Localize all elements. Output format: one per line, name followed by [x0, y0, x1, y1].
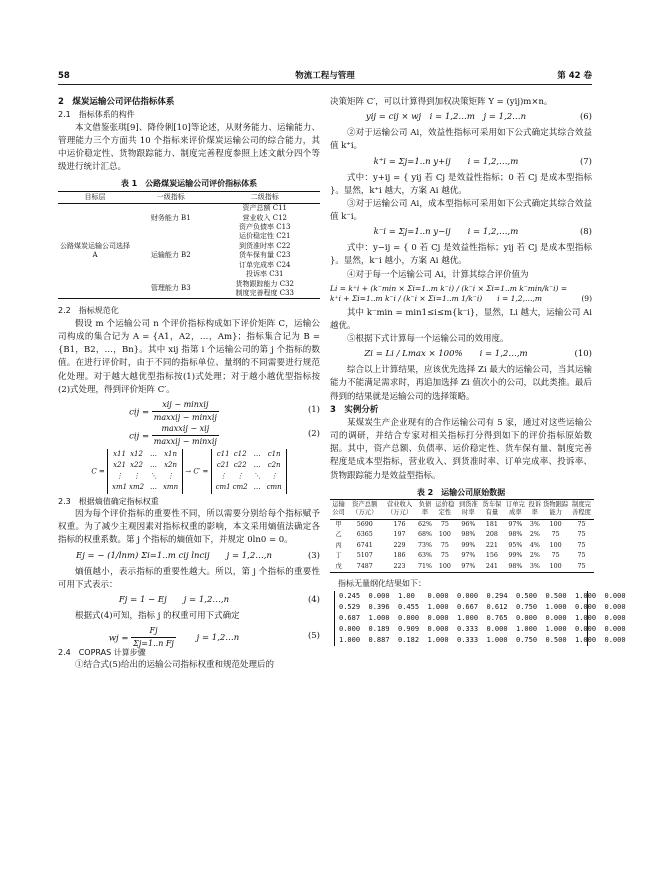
table-cell: 229 — [393, 541, 406, 549]
left-column — [58, 96, 320, 673]
table-cell: 7487 — [356, 562, 373, 570]
table2 — [330, 499, 594, 573]
table-cell: 97% — [461, 552, 476, 560]
sub-indicator: 制度完善程度 C33 — [235, 289, 294, 298]
paragraph: ①结合式(5)给出的运输公司指标权重和规范处理后的 — [75, 660, 275, 671]
sub-indicator: 投诉率 C31 — [245, 270, 284, 279]
sub-indicator: 订单完成率 C24 — [238, 260, 291, 269]
table-cell: 5690 — [356, 520, 373, 528]
table-cell: 97% — [461, 562, 476, 570]
matrix-equation: C = x11 x12 … x1n x21 x22 … x2n ⋮ ⋮ ⋱ ⋮ xm1 xm2 … xmn → C′ = c11 c12 … c1n c21 c22 … c2n ⋮ ⋮ ⋱ ⋮ cm1 cm2 … cmn — [58, 449, 320, 494]
paragraph: ②对于运输公司 Ai，效益性指标可采用如下公式确定其综合效益值 k⁺i。 — [330, 128, 592, 152]
table-cell: 99% — [461, 541, 476, 549]
table-header: 投诉率 — [527, 500, 542, 519]
table-cell: 75 — [577, 531, 586, 539]
table-row — [330, 541, 594, 552]
table-cell: 95% — [508, 541, 523, 549]
table-cell: 63% — [417, 552, 432, 560]
subsection-heading: 2.4 COPRAS 计算步骤 — [58, 648, 146, 658]
table-cell: 98% — [508, 531, 523, 539]
table-row — [330, 519, 594, 530]
table-header-row — [330, 500, 594, 519]
matrix-row: 0.000 0.189 0.909 0.000 0.333 0.000 1.000 1.000 0.000 0.000 — [339, 624, 626, 633]
journal-name: 物流工程与管理 — [295, 71, 355, 81]
table-header: 二级指标 — [209, 191, 320, 203]
table-cell: 241 — [485, 562, 498, 570]
table-cell: 98% — [461, 531, 476, 539]
normalized-title: 指标无量纲化结果如下： — [338, 579, 426, 589]
table-cell: 甲 — [335, 520, 342, 528]
table-cell: 100 — [549, 520, 562, 528]
table-cell: 戊 — [335, 562, 342, 570]
table-cell: 75 — [577, 562, 586, 570]
sub-indicator: 营业收入 C12 — [242, 213, 287, 222]
subsection-heading: 2.1 指标体系的构件 — [58, 110, 135, 120]
table-cell: 75 — [440, 552, 449, 560]
table-cell: 186 — [393, 552, 406, 560]
group-name: 运输能力 B2 — [150, 251, 191, 260]
table-cell: 3% — [529, 562, 540, 570]
table-header: 货车保有量 — [480, 500, 503, 519]
table-cell: 6741 — [356, 541, 373, 549]
equation-2: cij = $\frac{\text{maxxij − xij}}{\text{maxxij − minxij}}$ (2) — [129, 423, 320, 447]
table-cell: 156 — [485, 552, 498, 560]
paragraph: ④对于每一个运输公司 Ai，计算其综合评价值为 — [347, 269, 529, 280]
paragraph: 其中 k⁻min = min1≤i≤m{k⁻i}，显然，Li 越大，运输公司 Ai 越优。 — [330, 307, 592, 331]
right-column — [330, 96, 626, 646]
table-header: 运价稳定性 — [433, 500, 456, 519]
matrix-row: 0.687 1.000 0.000 0.000 1.000 0.765 0.000 0.000 1.000 0.000 — [339, 614, 626, 623]
table-header: 订单完成率 — [503, 500, 527, 519]
paragraph: 某煤炭生产企业现有的合作运输公司有 5 家，通过对这些运输公司的调研，并结合专家对相关指标打分得到如下的评价指标原始数据。其中，资产总额、负债率、运价稳定性、货车保有量、制度完善程度是成本型指标，营业收入、到货准时率、订单完成率、投诉率、货物跟踪能力是效益型指标。 — [330, 417, 592, 481]
table-cell: 100 — [549, 541, 562, 549]
matrix-row: 0.245 0.000 1.00 0.000 0.000 0.294 0.500 0.500 1.000 0.000 — [339, 592, 626, 601]
table1 — [58, 191, 320, 300]
section-heading: 3 实例分析 — [330, 404, 379, 415]
paragraph: 本文借鉴张琪[9]、降伶俐[10]等论述，从财务能力、运输能力、管理能力三个方面共 10 个指标来评价煤炭运输公司的综合能力，其中运价稳定性、货物跟踪能力、制度完善程度参照上述文献分四个等级进行统计汇总。 — [58, 122, 320, 173]
page-number: 58 — [58, 71, 70, 81]
paragraph: 决策矩阵 C′，可以计算得到加权决策矩阵 Y = (yij)m×n。 — [330, 97, 553, 107]
equation-8: k⁻i = Σj=1..n y−ij i = 1,2,…,m (8) — [373, 227, 592, 238]
table-cell: 乙 — [335, 531, 342, 539]
table-cell: 丁 — [335, 552, 342, 560]
table-cell: 2% — [529, 552, 540, 560]
table-cell: 75 — [440, 520, 449, 528]
paragraph: 根据式(4)可知，指标 j 的权重可用下式确定 — [75, 610, 240, 621]
table-row — [330, 562, 594, 573]
table-cell: 97% — [508, 520, 523, 528]
normalized-matrix — [334, 591, 626, 645]
table-header: 运输公司 — [330, 500, 347, 519]
table-header: 一级指标 — [132, 191, 209, 203]
target-layer: 公路煤炭运输公司选择 A — [60, 241, 130, 260]
paragraph: 假设 m 个运输公司 n 个评价指标构成如下评价矩阵 C，运输公司构成的集合记为 A = {A1，A2，…，Am}；指标集合记为 B = {B1，B2，…，Bn}。其中 xij 指第 i 个运输公司的第 j 个指标的数值。在进行评价时，由于不同的指标单位、量纲的不同需要进行规范化处理。对于越大越优型指标按(1)式处理；对于越小越优型指标按(2)式处理，得到评价矩阵 C′。 — [58, 318, 320, 395]
equation-5: wj = $\frac{Fj}{\text{Σj=1..n Fj}}$ j = 1,2…n (5) — [108, 626, 320, 649]
equation-3: Ej = − (1/lnm) Σi=1..m cij lncij j = 1,2…,n (3) — [76, 550, 320, 561]
table-cell: 100 — [549, 562, 562, 570]
table-header-row — [58, 191, 320, 203]
table-cell: 208 — [485, 531, 498, 539]
table-cell: 75 — [577, 520, 586, 528]
table-cell: 5107 — [356, 552, 373, 560]
paragraph: 因为每个评价指标的重要性不同，所以需要分别给每个指标赋予权重。为了减少主观因素对指标权重的影响，本文采用熵值法确定各指标的权重系数。第 j 个指标的熵值如下，并规定 0ln0 = 0。 — [58, 509, 320, 546]
table1-caption: 表 1 公路煤炭运输公司评价指标体系 — [120, 179, 258, 189]
group-name: 财务能力 B1 — [150, 213, 191, 222]
table-header: 资产总额（万元） — [347, 500, 383, 519]
table-cell: 221 — [485, 541, 498, 549]
sub-indicator: 到货准时率 C22 — [238, 241, 291, 250]
group-name: 管理能力 B3 — [150, 284, 191, 293]
equation-10: Zi = Li / Lmax × 100% i = 1,2…,m (10) — [364, 349, 592, 360]
paragraph: 综合以上计算结果，应该优先选择 Zi 最大的运输公司，当其运输能力不能满足需求时，再追加选择 Zi 值次小的公司，以此类推。最后得到的结果就是运输公司的选择策略。 — [330, 365, 592, 402]
table-cell: 73% — [417, 541, 432, 549]
table-cell: 176 — [393, 520, 406, 528]
subsection-heading: 2.3 根据熵值确定指标权重 — [58, 496, 159, 506]
table-cell: 96% — [461, 520, 476, 528]
section-heading: 2 煤炭运输公司评估指标体系 — [58, 97, 175, 107]
matrix-row: 1.000 0.887 0.182 1.000 0.333 1.000 0.750 0.500 1.000 0.000 — [339, 635, 626, 644]
table-header: 制度完善程度 — [569, 500, 594, 519]
running-header — [58, 70, 592, 85]
paragraph: 式中：y−ij = { 0 若 Cj 是效益性指标；yij 若 Cj 是成本型指标 }。显然，k⁻i 越小，方案 Ai 越优。 — [330, 243, 592, 267]
sub-indicator: 货物跟踪能力 C32 — [235, 279, 294, 288]
equation-1: cij = $\frac{\text{xij − minxij}}{\text{maxxij − minxij}}$ (1) — [129, 399, 320, 423]
table-cell: 75 — [440, 541, 449, 549]
table-cell: 75 — [551, 531, 560, 539]
equation-6: yij = cij × wj i = 1,2…m j = 1,2…n (6) — [365, 112, 592, 123]
subsection-heading: 2.2 指标规范化 — [58, 306, 119, 316]
matrix-c-prime: c11 c12 … c1n c21 c22 … c2n ⋮ ⋮ ⋱ ⋮ cm1 cm2 … cmn — [211, 449, 287, 494]
table-cell: 3% — [529, 520, 540, 528]
table-cell: 181 — [485, 520, 498, 528]
sub-indicator: 资产总额 C11 — [242, 204, 287, 213]
table-cell: 98% — [508, 562, 523, 570]
table-row — [330, 530, 594, 541]
table-row — [330, 551, 594, 562]
table-header: 到货准时率 — [456, 500, 480, 519]
table-cell: 75 — [551, 552, 560, 560]
table-header: 营业收入（万元） — [383, 500, 417, 519]
table-cell: 62% — [417, 520, 432, 528]
table-header: 负债率 — [417, 500, 434, 519]
volume: 第 42 卷 — [557, 71, 592, 81]
paragraph: 式中：y+ij = { yij 若 Cj 是效益性指标；0 若 Cj 是成本型指标 }。显然，k⁺i 越大，方案 Ai 越优。 — [330, 172, 592, 196]
table2-caption: 表 2 运输公司原始数据 — [416, 487, 506, 497]
table-header: 货物跟踪能力 — [542, 500, 569, 519]
table-cell: 223 — [393, 562, 406, 570]
table-cell: 丙 — [335, 541, 342, 549]
sub-indicator: 资产负债率 C13 — [238, 222, 291, 231]
equation-7: k⁺i = Σj=1..n y+ij i = 1,2,…,m (7) — [373, 156, 592, 167]
table-cell: 4% — [529, 541, 540, 549]
sub-indicator: 运价稳定性 C21 — [238, 232, 291, 241]
table-cell: 75 — [577, 552, 586, 560]
table-cell: 197 — [393, 531, 406, 539]
equation-9: Li = k⁺i + (k⁻min × Σi=1..m k⁻i) / (k⁻i × Σi=1..m k⁻min/k⁻i) = k⁺i + Σi=1..m k⁻i / (k⁻i × Σi=1..m 1/k⁻i) i = 1,2,…,m (9) — [330, 283, 592, 304]
table-cell: 71% — [417, 562, 432, 570]
table-cell: 100 — [438, 531, 451, 539]
table-cell: 75 — [577, 541, 586, 549]
table-cell: 2% — [529, 531, 540, 539]
table-cell: 68% — [417, 531, 432, 539]
paragraph: 熵值越小，表示指标的重要性越大。所以，第 j 个指标的重要性可用下式表示： — [58, 566, 320, 590]
paragraph: ⑤根据下式计算每一个运输公司的效用度。 — [347, 334, 509, 345]
table-header: 目标层 — [58, 191, 132, 203]
matrix-c: x11 x12 … x1n x21 x22 … x2n ⋮ ⋮ ⋱ ⋮ xm1 xm2 … xmn — [107, 449, 183, 494]
matrix-row: 0.529 0.396 0.455 1.000 0.667 0.612 0.750 1.000 0.000 0.000 — [339, 603, 626, 612]
equation-4: Fj = 1 − Ej j = 1,2…,n (4) — [118, 594, 320, 605]
sub-indicator: 货车保有量 C23 — [238, 251, 291, 260]
table-cell: 100 — [438, 562, 451, 570]
paragraph: ③对于运输公司 Ai，成本型指标可采用如下公式确定其综合效益值 k⁻i。 — [330, 198, 592, 223]
table-cell: 99% — [508, 552, 523, 560]
table-cell: 6365 — [356, 531, 373, 539]
